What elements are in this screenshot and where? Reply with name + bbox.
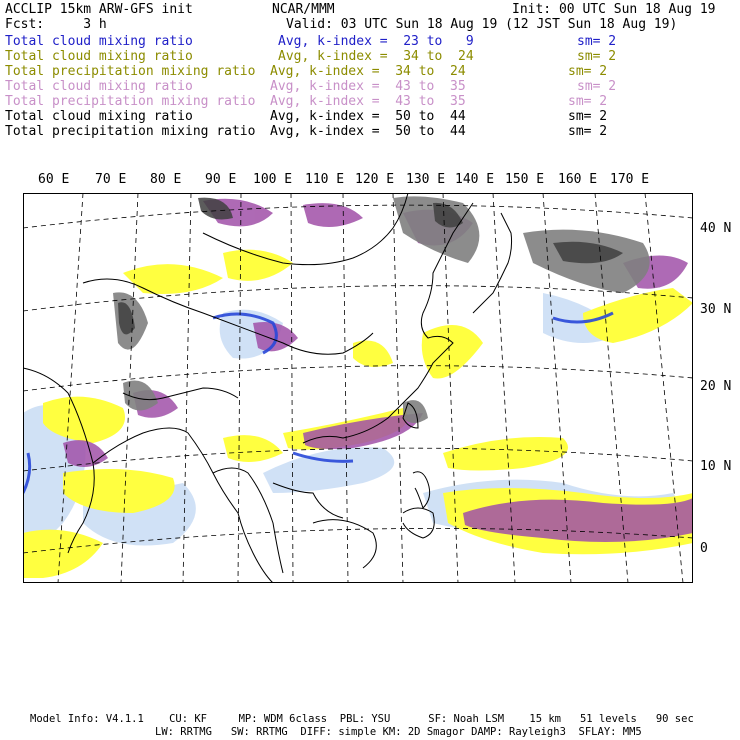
lon-label: 150 E <box>505 172 545 187</box>
lat-label: 40 N <box>700 221 732 236</box>
legend-stat: Avg, k-index = 43 to 35 <box>270 94 466 109</box>
lon-label: 60 E <box>38 172 70 187</box>
legend-stat: Avg, k-index = 34 to 24 <box>270 64 466 79</box>
init-time: Init: 00 UTC Sun 18 Aug 19 <box>512 2 716 17</box>
legend-smoothing: sm= 2 <box>577 34 617 49</box>
legend-name: Total cloud mixing ratio <box>5 34 193 49</box>
legend-smoothing: sm= 2 <box>568 124 608 139</box>
lon-label: 140 E <box>455 172 495 187</box>
legend-smoothing: sm= 2 <box>577 49 617 64</box>
lat-label: 10 N <box>700 459 732 474</box>
legend-name: Total precipitation mixing ratio <box>5 94 256 109</box>
forecast-hour: Fcst: 3 h <box>5 17 107 32</box>
lon-label: 70 E <box>95 172 127 187</box>
lat-label: 0 <box>700 541 708 556</box>
legend-name: Total precipitation mixing ratio <box>5 124 256 139</box>
lat-label: 20 N <box>700 379 732 394</box>
legend-smoothing: sm= 2 <box>568 64 608 79</box>
legend-stat: Avg, k-index = 50 to 44 <box>270 124 466 139</box>
model-physics: LW: RRTMG SW: RRTMG DIFF: simple KM: 2D Smagor DAMP: Rayleigh3 SFLAY: MM5 <box>155 726 642 738</box>
lon-label: 90 E <box>205 172 237 187</box>
institution: NCAR/MMM <box>272 2 335 17</box>
map-panel <box>23 193 693 583</box>
legend-smoothing: sm= 2 <box>568 109 608 124</box>
legend-smoothing: sm= 2 <box>568 94 608 109</box>
legend-name: Total cloud mixing ratio <box>5 49 193 64</box>
model-title: ACCLIP 15km ARW-GFS init <box>5 2 193 17</box>
lon-label: 100 E <box>253 172 293 187</box>
lon-label: 110 E <box>305 172 345 187</box>
legend-stat: Avg, k-index = 50 to 44 <box>270 109 466 124</box>
lon-label: 170 E <box>610 172 650 187</box>
model-info: Model Info: V4.1.1 CU: KF MP: WDM 6class PBL: YSU SF: Noah LSM 15 km 51 levels 90 sec <box>30 713 694 725</box>
legend-name: Total precipitation mixing ratio <box>5 64 256 79</box>
legend-smoothing: sm= 2 <box>577 79 617 94</box>
legend-stat: Avg, k-index = 43 to 35 <box>270 79 466 94</box>
legend-name: Total cloud mixing ratio <box>5 109 193 124</box>
legend-stat: Avg, k-index = 34 to 24 <box>278 49 474 64</box>
legend-stat: Avg, k-index = 23 to 9 <box>278 34 474 49</box>
legend-name: Total cloud mixing ratio <box>5 79 193 94</box>
lat-label: 30 N <box>700 302 732 317</box>
lon-label: 120 E <box>355 172 395 187</box>
lon-label: 130 E <box>406 172 446 187</box>
valid-time: Valid: 03 UTC Sun 18 Aug 19 (12 JST Sun 18 Aug 19) <box>286 17 678 32</box>
lon-label: 160 E <box>558 172 598 187</box>
lon-label: 80 E <box>150 172 182 187</box>
